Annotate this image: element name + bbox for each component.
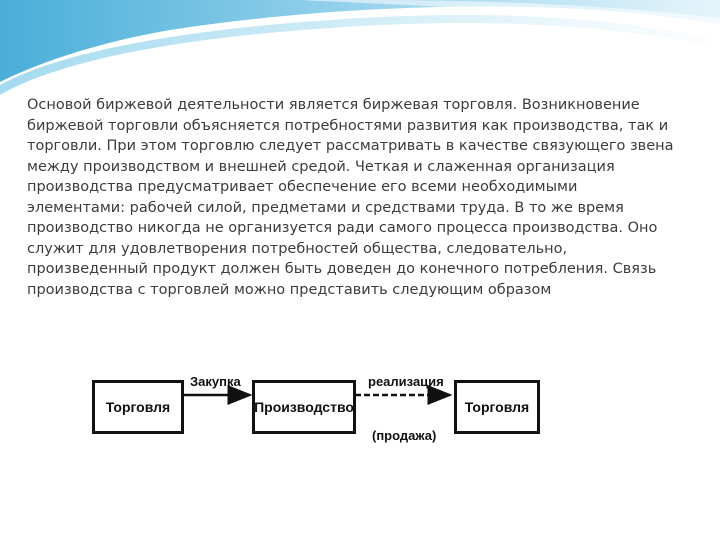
flow-diagram — [80, 362, 580, 470]
label-realization: реализация — [368, 374, 444, 389]
body-paragraph: Основой биржевой деятельности является биржевая торговля. Возникновение биржевой торговли объясняется потребностями развития как производства, так и торговли. При этом торговлю следует рассматривать в качестве связующего звена между производством и внешней средой. Четкая и слаженная организация производства предусматривает обеспечение его всеми необходимыми элементами: рабочей силой, предметами и средствами труда. В то же время производство никогда не организуется ради самого процесса производства. Оно служит для удовлетворения потребностей общества, следовательно, произведенный продукт должен быть доведен до конечного потребления. Связь производства с торговлей можно представить следующим образом — [27, 97, 674, 298]
box-trade-left: Торговля — [92, 380, 184, 434]
label-sale: (продажа) — [372, 428, 437, 443]
box-trade-right: Торговля — [454, 380, 540, 434]
label-purchase: Закупка — [190, 374, 241, 389]
box-production: Производство — [252, 380, 356, 434]
